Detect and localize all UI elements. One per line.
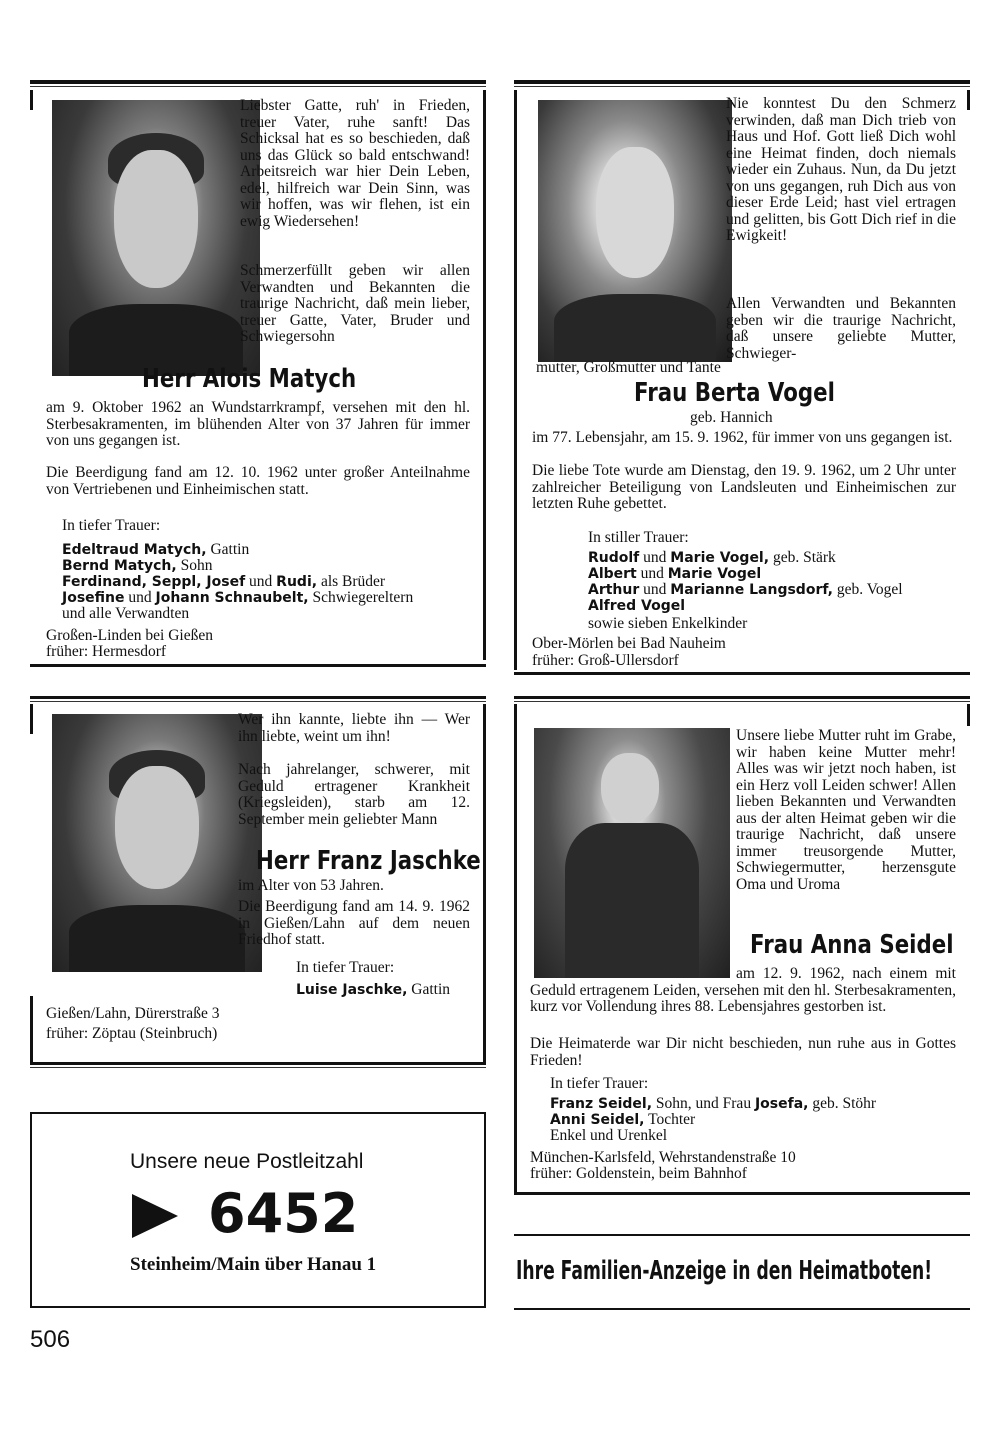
residence: Großen-Linden bei Gießen: [46, 627, 213, 644]
memorial-poem: Wer ihn kannte, liebte ihn — Wer ihn liebte, weint um ihn!: [238, 711, 470, 745]
mourner-line: Albert und Marie Vogel: [588, 565, 762, 582]
mourner-line: Franz Seidel, Sohn, und Frau Josefa, geb. Stöhr: [550, 1095, 877, 1112]
deceased-name: Herr Alois Matych: [142, 364, 357, 394]
mourner-line: Josefine und Johann Schnaubelt, Schwiegereltern: [62, 589, 414, 606]
mourner-line: Ferdinand, Seppl, Josef und Rudi, als Brüder: [62, 573, 386, 590]
funeral-details: Die liebe Tote wurde am Dienstag, den 19. 9. 1962, um 2 Uhr unter zahlreicher Beteiligung von Landsleuten und Einheimischen zur letzten Ruhe gebettet.: [532, 462, 956, 512]
mourning-heading: In tiefer Trauer:: [296, 959, 395, 976]
mourner-line: Rudolf und Marie Vogel, geb. Stärk: [588, 549, 836, 566]
age-at-death: im Alter von 53 Jahren.: [238, 877, 384, 894]
family-ad-slogan: Ihre Familien-Anzeige in den Heimatboten!: [516, 1256, 933, 1286]
mourner-line: sowie sieben Enkelkinder: [588, 615, 748, 632]
maiden-name: geb. Hannich: [690, 409, 773, 426]
funeral-details: Die Beerdigung fand am 14. 9. 1962 in Gießen/Lahn auf dem neuen Friedhof statt.: [238, 898, 470, 948]
obituary-franz-jaschke: [30, 696, 486, 1070]
death-details: im 77. Lebensjahr, am 15. 9. 1962, für immer von uns gegangen ist.: [532, 429, 953, 446]
memorial-poem: Nie konntest Du den Schmerz verwinden, daß man Dich trieb von Haus und Hof. Gott ließ Dich wohl eine Heimat finden, doch niemals wieder ein Zuhaus. Nun, da Du jetzt von uns gegangen, ruh Dich aus von dieser Erde Leid; hast viel ertragen und gelitten, bis Gott Dich rief in die Ewigkeit!: [726, 95, 956, 244]
mourner-line: Bernd Matych, Sohn: [62, 557, 213, 574]
residence: Gießen/Lahn, Dürerstraße 3: [46, 1005, 220, 1022]
mourning-heading: In tiefer Trauer:: [62, 517, 161, 534]
funeral-details: Die Beerdigung fand am 12. 10. 1962 unter großer Anteilnahme von Vertriebenen und Einheimischen statt.: [46, 464, 470, 498]
residence: Ober-Mörlen bei Bad Nauheim: [532, 635, 726, 652]
postcode-notice: [30, 1112, 486, 1308]
mourner-line: Alfred Vogel: [588, 598, 686, 614]
former-residence: früher: Zöptau (Steinbruch): [46, 1025, 218, 1042]
announcement-intro: Nach jahrelanger, schwerer, mit Geduld ertragener Krankheit (Kriegsleiden), starb am 12. September mein geliebter Mann: [238, 761, 470, 828]
announcement-intro: Schmerzerfüllt geben wir allen Verwandten und Bekannten die traurige Nachricht, daß mein lieber, treuer Gatte, Vater, Bruder und Schwiegersohn: [240, 262, 470, 345]
postcode-number: 6452: [208, 1182, 359, 1245]
arrow-right-icon: [132, 1194, 178, 1238]
announcement-intro: Allen Verwandten und Bekannten geben wir die traurige Nachricht, daß unsere geliebte Mutter, Schwieger-: [726, 295, 956, 362]
portrait-photo: [52, 100, 260, 376]
obituary-anna-seidel: [514, 696, 970, 1198]
death-details: am 12. 9. 1962, nach einem mit Geduld ertragenem Leiden, versehen mit den hl. Sterbesakramenten, kurz vor Vollendung ihres 88. Lebensjahres gestorben ist.: [530, 965, 956, 1015]
memorial-poem: Unsere liebe Mutter ruht im Grabe, wir haben keine Mutter mehr! Alles was wir jetzt noch haben, ist ein Herz voll Leiden schwer! Allen lieben Bekannten und Verwandten aus der alten Heimat geben wir die traurige Nachricht, daß unsere immer treusorgende Mutter, Schwiegermutter, herzensgute Oma und Uroma: [736, 727, 956, 893]
mourner-line: Luise Jaschke, Gattin: [296, 981, 451, 998]
mourner-line: Edeltraud Matych, Gattin: [62, 541, 250, 558]
mourner-line: Anni Seidel, Tochter: [550, 1111, 696, 1128]
deceased-name: Herr Franz Jaschke: [256, 846, 481, 876]
announcement-intro-cont: mutter, Großmutter und Tante: [536, 359, 721, 376]
postcode-city: Steinheim/Main über Hanau 1: [130, 1254, 377, 1275]
farewell-verse: Die Heimaterde war Dir nicht beschieden, nun ruhe aus in Gottes Frieden!: [530, 1035, 956, 1069]
residence: München-Karlsfeld, Wehrstandenstraße 10: [530, 1149, 796, 1166]
mourning-heading: In tiefer Trauer:: [550, 1075, 649, 1092]
deceased-name: Frau Anna Seidel: [750, 930, 954, 960]
mourner-line: und alle Verwandten: [62, 605, 190, 622]
page-number: 506: [30, 1326, 71, 1353]
mourner-line: Enkel und Urenkel: [550, 1127, 668, 1144]
mourning-heading: In stiller Trauer:: [588, 529, 689, 546]
obituary-alois-matych: [30, 80, 486, 670]
obituary-berta-vogel: [514, 80, 970, 680]
portrait-photo: [52, 714, 262, 972]
death-details: am 9. Oktober 1962 an Wundstarrkrampf, versehen mit den hl. Sterbesakramenten, im blühenden Alter von 37 Jahren für immer von uns gegangen ist.: [46, 399, 470, 449]
mourner-line: Arthur und Marianne Langsdorf, geb. Vogel: [588, 581, 903, 598]
former-residence: früher: Goldenstein, beim Bahnhof: [530, 1165, 747, 1182]
portrait-photo: [538, 100, 732, 362]
former-residence: früher: Groß-Ullersdorf: [532, 652, 679, 669]
memorial-poem: Liebster Gatte, ruh' in Frieden, treuer Vater, ruhe sanft! Das Schicksal hat es so beschieden, daß uns das Glück so bald entschwand! Arbeitsreich war hier Dein Leben, edel, hilfreich war Dein Sinn, was wir hoffen, was wir flehen, ist ein ewig Wiedersehen!: [240, 97, 470, 230]
former-residence: früher: Hermesdorf: [46, 643, 167, 660]
deceased-name: Frau Berta Vogel: [634, 378, 835, 408]
portrait-photo: [534, 728, 730, 978]
postcode-heading: Unsere neue Postleitzahl: [130, 1150, 364, 1173]
